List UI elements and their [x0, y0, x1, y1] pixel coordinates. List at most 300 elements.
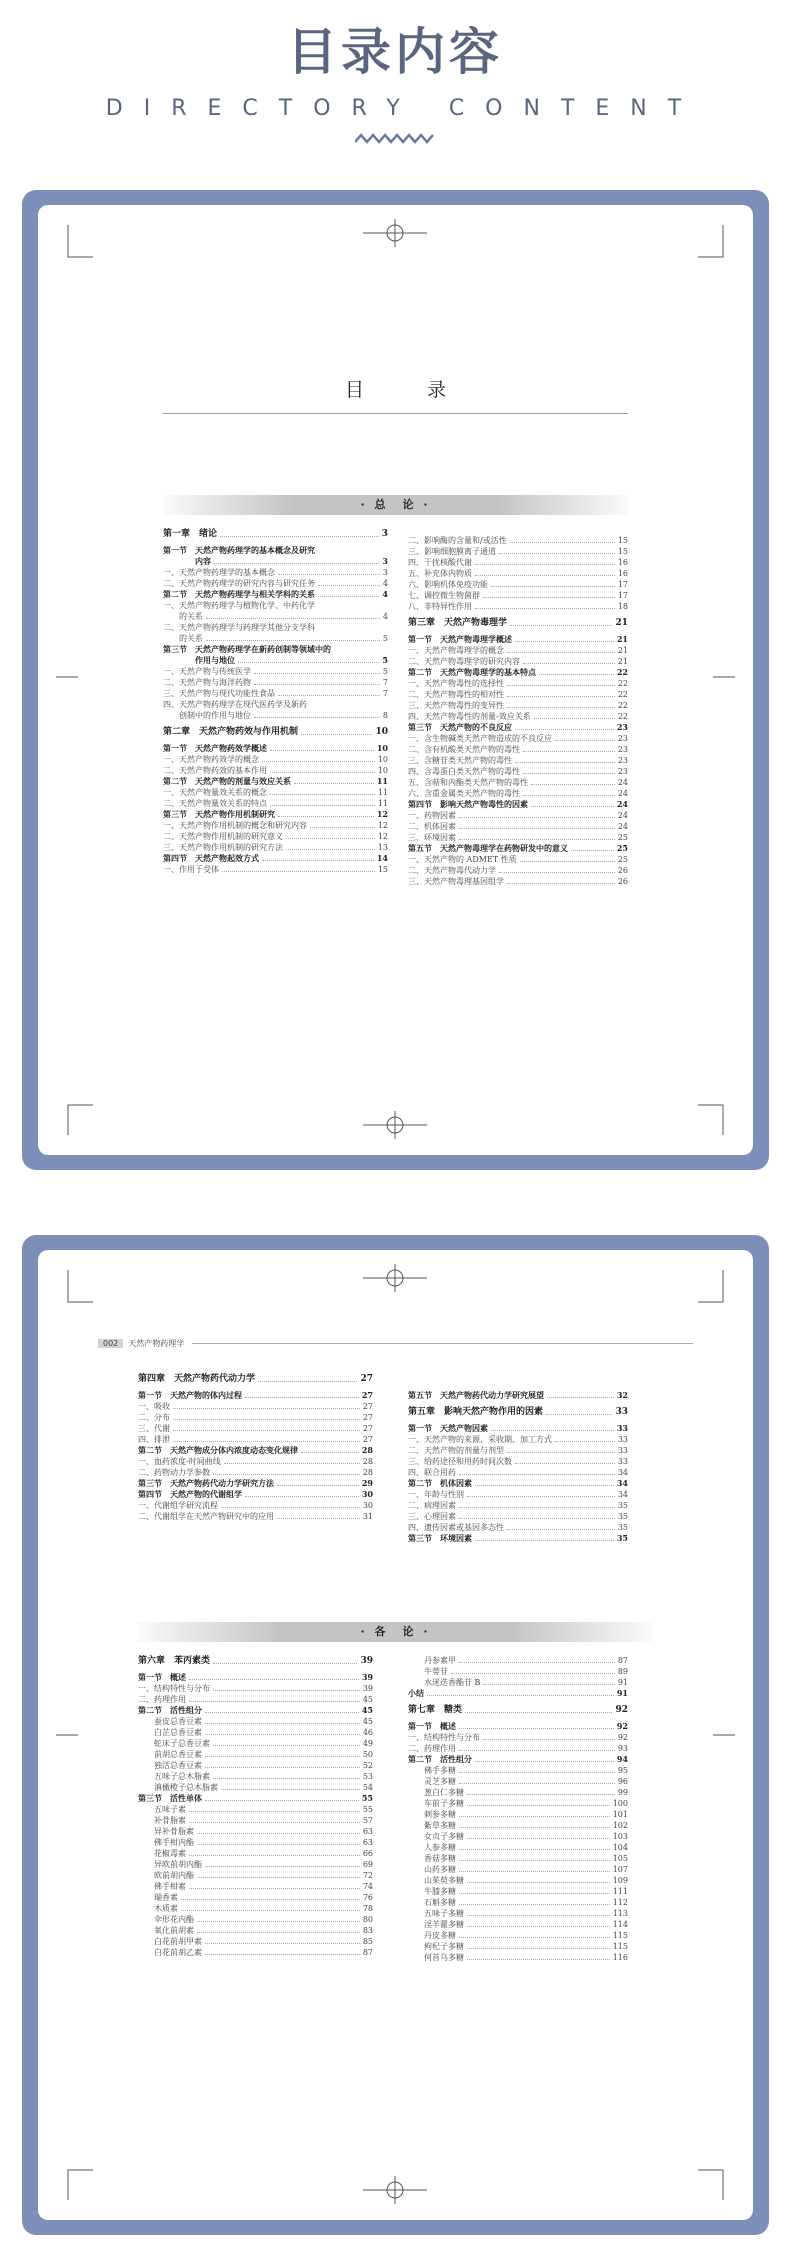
toc-item — [138, 1467, 373, 1478]
toc-item — [408, 1467, 628, 1478]
toc-item — [408, 711, 628, 722]
toc-page-number: 23 — [616, 722, 628, 732]
toc-page-number: 10 — [376, 743, 388, 753]
leader-dots — [220, 536, 379, 537]
leader-dots — [318, 585, 380, 586]
leader-dots — [483, 1739, 615, 1740]
leader-dots — [467, 1838, 610, 1839]
toc-section — [138, 1793, 373, 1804]
leader-dots — [213, 1690, 360, 1691]
toc-item — [163, 622, 388, 633]
toc-item — [408, 546, 628, 557]
toc-item — [138, 1782, 373, 1793]
leader-dots — [205, 1723, 360, 1724]
leader-dots — [222, 871, 375, 872]
toc-entry-title: 一、天然产物量效关系的概念 — [163, 788, 267, 797]
toc-entry-title: 第三节 天然产物药代动力学研究方法 — [138, 1478, 274, 1488]
toc-page-number: 52 — [362, 1761, 373, 1770]
toc-entry-title: 第一节 天然产物因素 — [408, 1423, 488, 1433]
leader-dots — [523, 751, 615, 752]
toc-entry-title: 第二节 活性组分 — [408, 1754, 472, 1764]
toc-section — [163, 853, 388, 864]
toc-page-number: 30 — [361, 1489, 373, 1499]
toc-heading: 目 录 — [344, 379, 468, 401]
toc-page-number: 39 — [361, 1672, 373, 1682]
toc-item — [408, 568, 628, 579]
toc-entry-title: 第七章 糖类 — [408, 1705, 463, 1715]
toc-page-number: 92 — [617, 1733, 628, 1742]
leader-dots — [270, 750, 374, 751]
toc-item — [138, 1881, 373, 1892]
toc-column-top-right — [408, 1390, 628, 1544]
toc-entry-title: 第一节 天然产物的体内过程 — [138, 1390, 242, 1400]
toc-item — [408, 854, 628, 865]
leader-dots — [555, 1441, 615, 1442]
toc-item — [408, 1666, 628, 1677]
toc-entry-title: 第四章 天然产物药代动力学 — [138, 1374, 256, 1384]
leader-dots — [531, 806, 614, 807]
toc-item — [138, 1771, 373, 1782]
toc-entry-title: 二、天然产物的剂量与剂型 — [408, 1446, 504, 1455]
toc-page-number: 112 — [612, 1898, 628, 1907]
toc-page-number: 5 — [382, 655, 388, 665]
toc-page-number: 12 — [377, 821, 388, 830]
toc-page-number: 4 — [382, 612, 388, 621]
toc-entry-title: 山药多糖 — [408, 1865, 456, 1874]
toc-page-number: 15 — [617, 536, 628, 545]
toc-entry-title: 灵芝多糖 — [408, 1777, 456, 1786]
toc-entry-title: 异欧前胡内酯 — [138, 1860, 202, 1869]
leader-dots — [254, 717, 380, 718]
leader-dots — [459, 1662, 615, 1663]
toc-item — [138, 1749, 373, 1760]
toc-page-number: 10 — [377, 766, 388, 775]
leader-dots — [520, 861, 615, 862]
toc-page-number: 28 — [361, 1445, 373, 1455]
leader-dots — [205, 1800, 359, 1801]
toc-section — [408, 1478, 628, 1489]
toc-item — [163, 600, 388, 611]
leader-dots — [459, 1772, 615, 1773]
toc-entry-title: 三、心理因素 — [408, 1512, 456, 1521]
toc-entry-title: 车前子多糖 — [408, 1799, 464, 1808]
leader-dots — [475, 575, 615, 576]
toc-page-number: 87 — [617, 1656, 628, 1665]
toc-entry-title: 作用与地位 — [163, 655, 235, 665]
toc-entry-title: 四、天然产物毒性的剂量-效应关系 — [408, 712, 531, 721]
toc-item — [408, 645, 628, 656]
toc-entry-title: 二、药物动力学参数 — [138, 1468, 210, 1477]
toc-item — [163, 567, 388, 578]
header-title: 目录内容 — [287, 23, 503, 81]
leader-dots — [475, 608, 615, 609]
toc-item — [408, 1809, 628, 1820]
toc-entry-title: 一、天然产物的 ADMET 性质 — [408, 855, 517, 864]
leader-dots — [483, 597, 615, 598]
toc-page-number: 11 — [377, 788, 388, 797]
toc-page-number: 105 — [612, 1854, 628, 1863]
leader-dots — [534, 718, 615, 719]
toc-page-number: 45 — [362, 1695, 373, 1704]
toc-entry-title: 一、含生物碱类天然产物造成的不良反应 — [408, 734, 552, 743]
toc-page-number: 27 — [360, 1374, 373, 1384]
leader-dots — [221, 1789, 360, 1790]
page-frame-1 — [22, 190, 769, 1170]
toc-entry-title: 第一节 概述 — [408, 1721, 456, 1731]
toc-entry-title: 二、天然产物量效关系的特点 — [163, 799, 267, 808]
toc-page-number: 10 — [375, 727, 388, 737]
toc-item — [408, 656, 628, 667]
toc-chapter — [408, 1401, 628, 1423]
toc-entry-title: 山茱萸多糖 — [408, 1876, 464, 1885]
leader-dots — [459, 839, 615, 840]
toc-page-number: 63 — [362, 1838, 373, 1847]
toc-item — [138, 1826, 373, 1837]
toc-entry-title: 一、结构特性与分布 — [138, 1684, 210, 1693]
toc-page-number: 66 — [362, 1849, 373, 1858]
toc-entry-title: 八、非特异性作用 — [408, 602, 472, 611]
toc-section — [138, 1705, 373, 1716]
toc-item — [163, 787, 388, 798]
toc-page-number: 100 — [612, 1799, 628, 1808]
toc-item — [408, 1743, 628, 1754]
toc-page-number: 46 — [362, 1728, 373, 1737]
toc-entry-title: 刺参多糖 — [408, 1810, 456, 1819]
toc-entry-title: 瑞香素 — [138, 1893, 178, 1902]
toc-entry-title: 一、药物因素 — [408, 811, 456, 820]
toc-entry-title: 二、影响酶的含量和/或活性 — [408, 536, 507, 545]
toc-item — [163, 842, 388, 853]
toc-page-number: 3 — [382, 556, 388, 566]
toc-entry-title: 第一节 天然产物药效学概述 — [163, 743, 267, 753]
toc-page-number: 115 — [612, 1942, 628, 1951]
toc-entry-title: 第三节 活性单体 — [138, 1793, 202, 1803]
toc-page-number: 57 — [362, 1816, 373, 1825]
toc-entry-title: 六、影响机体免疫功能 — [408, 580, 488, 589]
leader-dots — [197, 1932, 360, 1933]
toc-item — [138, 1870, 373, 1881]
leader-dots — [189, 1679, 359, 1680]
toc-entry-title: 二、代谢组学在天然产物研究中的应用 — [138, 1512, 274, 1521]
toc-item — [138, 1694, 373, 1705]
leader-dots — [277, 1518, 360, 1519]
toc-page-number: 104 — [612, 1843, 628, 1852]
toc-item — [163, 699, 388, 710]
toc-item — [163, 864, 388, 875]
leader-dots — [214, 563, 379, 564]
toc-page-number: 49 — [362, 1739, 373, 1748]
toc-section — [408, 1390, 628, 1401]
toc-item — [138, 1925, 373, 1936]
toc-page-number: 3 — [382, 568, 388, 577]
leader-dots — [467, 1805, 610, 1806]
toc-page-number: 4 — [382, 589, 388, 599]
toc-item — [408, 1864, 628, 1875]
section-band: · 各 论 · — [138, 1622, 653, 1642]
toc-item — [408, 755, 628, 766]
toc-entry-title: 一、作用于受体 — [163, 865, 219, 874]
toc-entry-title: 补骨脂素 — [138, 1816, 186, 1825]
toc-entry-title: 三、影响细胞膜离子通道 — [408, 547, 496, 556]
toc-page-number: 92 — [615, 1705, 628, 1715]
toc-entry-title: 佛手柑素 — [138, 1882, 186, 1891]
leader-dots — [510, 542, 615, 543]
toc-section — [138, 1672, 373, 1683]
toc-page-number: 8 — [382, 711, 388, 720]
leader-dots — [467, 1948, 610, 1949]
toc-entry-title: 第一节 天然产物毒理学概述 — [408, 634, 512, 644]
toc-item — [163, 831, 388, 842]
leader-dots — [270, 772, 375, 773]
leader-dots — [459, 1860, 610, 1861]
toc-page-number: 26 — [617, 877, 628, 886]
toc-item — [408, 1732, 628, 1743]
toc-item — [138, 1848, 373, 1859]
toc-page-number: 116 — [612, 1953, 628, 1962]
toc-page-number: 27 — [361, 1390, 373, 1400]
toc-section — [163, 809, 388, 820]
leader-dots — [286, 849, 375, 850]
toc-page-number: 55 — [361, 1793, 373, 1803]
toc-item — [408, 832, 628, 843]
leader-dots — [491, 1430, 614, 1431]
toc-entry-title: 三、代谢 — [138, 1424, 170, 1433]
toc-entry-title: 白花前胡甲素 — [138, 1937, 202, 1946]
toc-page-number: 26 — [617, 866, 628, 875]
toc-section — [138, 1478, 373, 1489]
toc-entry-title: 石斛多糖 — [408, 1898, 456, 1907]
toc-page-number: 35 — [617, 1523, 628, 1532]
toc-page-number: 50 — [362, 1750, 373, 1759]
toc-entry-title: 小结 — [408, 1688, 424, 1698]
toc-entry-title: 佛手柑内酯 — [138, 1838, 194, 1847]
leader-dots — [301, 734, 372, 735]
toc-page-number: 24 — [617, 822, 628, 831]
toc-item — [163, 798, 388, 809]
toc-item — [138, 1892, 373, 1903]
toc-section — [408, 843, 628, 854]
toc-entry-title: 二、药理作用 — [138, 1695, 186, 1704]
toc-entry-title: 蚕皮总香豆素 — [138, 1717, 202, 1726]
toc-page-number: 21 — [615, 618, 628, 628]
toc-entry-title: 第二章 天然产物药效与作用机制 — [163, 727, 299, 737]
leader-dots — [181, 1910, 360, 1911]
leader-dots — [491, 586, 615, 587]
leader-dots — [205, 1734, 360, 1735]
leader-dots — [459, 1893, 610, 1894]
toc-item — [138, 1815, 373, 1826]
page-number: 002 — [98, 1339, 123, 1348]
leader-dots — [254, 684, 380, 685]
toc-page-number: 102 — [612, 1821, 628, 1830]
toc-item — [408, 1677, 628, 1688]
toc-page-number: 54 — [362, 1783, 373, 1792]
toc-item — [408, 1941, 628, 1952]
leader-dots — [467, 1915, 610, 1916]
toc-page-number: 16 — [617, 558, 628, 567]
toc-entry-title: 四、天然产物药理学在现代医药学及新药 — [163, 700, 307, 709]
leader-dots — [205, 1756, 360, 1757]
toc-entry-title: 第四节 天然产物起效方式 — [163, 853, 259, 863]
leader-dots — [270, 794, 375, 795]
leader-dots — [465, 1712, 612, 1713]
toc-item — [408, 1776, 628, 1787]
toc-entry-title: 葱白仁多糖 — [408, 1788, 464, 1797]
leader-dots — [547, 1397, 614, 1398]
toc-page-number: 22 — [617, 690, 628, 699]
toc-item — [408, 1820, 628, 1831]
toc-section — [163, 743, 388, 754]
toc-page-number: 85 — [362, 1937, 373, 1946]
toc-item — [138, 1727, 373, 1738]
leader-dots — [475, 1540, 614, 1541]
leader-dots — [254, 673, 380, 674]
toc-entry-title: 紫草多糖 — [408, 1821, 456, 1830]
leader-dots — [238, 662, 379, 663]
leader-dots — [459, 1849, 610, 1850]
toc-item — [138, 1936, 373, 1947]
toc-entry-title: 独活总香豆素 — [138, 1761, 202, 1770]
leader-dots — [270, 805, 375, 806]
toc-entry-title: 三、天然产物毒性的变异性 — [408, 701, 504, 710]
toc-page-number: 101 — [612, 1810, 628, 1819]
toc-page-number: 80 — [362, 1915, 373, 1924]
toc-section — [163, 556, 388, 567]
toc-entry-title: 一、天然产物药理学与植物化学、中药化学 — [163, 601, 315, 610]
leader-dots — [546, 1414, 612, 1415]
leader-dots — [459, 1904, 610, 1905]
toc-entry-title: 滇橄榄子总木脂素 — [138, 1783, 218, 1792]
toc-item — [163, 710, 388, 721]
toc-item — [163, 820, 388, 831]
toc-item — [138, 1903, 373, 1914]
toc-page-number: 39 — [360, 1656, 373, 1666]
leader-dots — [245, 1397, 359, 1398]
leader-dots — [507, 1529, 615, 1530]
toc-entry-title: 三、给药途径和用药时间次数 — [408, 1457, 512, 1466]
leader-dots — [286, 838, 375, 839]
toc-entry-title: 二、含有机酸类天然产物的毒性 — [408, 745, 520, 754]
toc-entry-title: 第一节 概述 — [138, 1672, 186, 1682]
toc-item — [408, 1434, 628, 1445]
toc-page-number: 22 — [617, 701, 628, 710]
toc-page-number: 7 — [382, 689, 388, 698]
toc-page-number: 22 — [617, 712, 628, 721]
toc-page-number: 45 — [362, 1717, 373, 1726]
toc-entry-title: 第五节 天然产物药代动力学研究展望 — [408, 1390, 544, 1400]
toc-entry-title: 一、天然产物的来源、采收期、加工方式 — [408, 1435, 552, 1444]
toc-item — [408, 876, 628, 887]
toc-page-number: 33 — [617, 1457, 628, 1466]
leader-dots — [459, 1507, 615, 1508]
toc-page-number: 24 — [617, 789, 628, 798]
toc-item — [408, 1842, 628, 1853]
toc-section — [138, 1390, 373, 1401]
header-subtitle: DIRECTORY CONTENT — [105, 96, 703, 121]
toc-page-number: 5 — [382, 667, 388, 676]
toc-chapter — [138, 1368, 373, 1390]
toc-page-number: 27 — [362, 1402, 373, 1411]
toc-section — [408, 1688, 628, 1699]
toc-entry-title: 花椒毒素 — [138, 1849, 186, 1858]
leader-dots — [523, 795, 615, 796]
leader-dots — [189, 1888, 360, 1889]
toc-entry-title: 第五节 天然产物毒理学在药物研发中的意义 — [408, 843, 568, 853]
toc-entry-title: 六、含重金属类天然产物的毒性 — [408, 789, 520, 798]
toc-page-number: 69 — [362, 1860, 373, 1869]
toc-entry-title: 伞形花内酯 — [138, 1915, 194, 1924]
toc-entry-title: 牛膝多糖 — [408, 1887, 456, 1896]
leader-dots — [459, 1518, 615, 1519]
leader-dots — [277, 1485, 359, 1486]
toc-page-number: 34 — [617, 1468, 628, 1477]
toc-item — [408, 1765, 628, 1776]
toc-entry-title: 第二节 天然产物毒理学的基本特点 — [408, 667, 536, 677]
toc-item — [408, 590, 628, 601]
toc-item — [138, 1914, 373, 1925]
toc-page-number: 11 — [376, 776, 388, 786]
toc-item — [408, 1798, 628, 1809]
leader-dots — [205, 1712, 359, 1713]
toc-page-1 — [38, 205, 753, 1155]
leader-dots — [224, 1463, 360, 1464]
toc-entry-title: 第一节 天然产物药理学的基本概念及研究 — [163, 545, 315, 555]
toc-entry-title: 第二节 活性组分 — [138, 1705, 202, 1715]
toc-item — [138, 1434, 373, 1445]
toc-item — [138, 1738, 373, 1749]
leader-dots — [301, 1452, 359, 1453]
toc-item — [408, 1456, 628, 1467]
toc-section — [408, 1754, 628, 1765]
toc-page-number: 45 — [361, 1705, 373, 1715]
leader-dots — [245, 1496, 359, 1497]
toc-item — [138, 1683, 373, 1694]
toc-entry-title: 丹参素甲 — [408, 1656, 456, 1665]
toc-page-number: 32 — [616, 1390, 628, 1400]
toc-entry-title: 三、天然产物与现代功能性食品 — [163, 689, 275, 698]
toc-entry-title: 第二节 天然产物药理学与相关学科的关系 — [163, 589, 315, 599]
toc-entry-title: 第五章 影响天然产物作用的因素 — [408, 1407, 544, 1417]
toc-section — [408, 799, 628, 810]
toc-section — [138, 1489, 373, 1500]
toc-page-number: 7 — [382, 678, 388, 687]
toc-page-number: 25 — [616, 843, 628, 853]
toc-page-number: 24 — [617, 811, 628, 820]
toc-chapter — [163, 721, 388, 743]
toc-page-number: 13 — [377, 843, 388, 852]
leader-dots — [467, 1959, 610, 1960]
leader-dots — [197, 1877, 360, 1878]
toc-page-number: 10 — [377, 755, 388, 764]
toc-section — [163, 655, 388, 666]
toc-page-number: 91 — [616, 1688, 628, 1698]
toc-item — [408, 1787, 628, 1798]
toc-entry-title: 五味子素 — [138, 1805, 186, 1814]
toc-entry-title: 一、天然产物药理学的基本概念 — [163, 568, 275, 577]
toc-item — [408, 777, 628, 788]
toc-item — [408, 1886, 628, 1897]
toc-page-number: 15 — [377, 865, 388, 874]
toc-item — [408, 535, 628, 546]
leader-dots — [515, 641, 614, 642]
toc-page-number: 24 — [617, 778, 628, 787]
toc-item — [408, 1511, 628, 1522]
toc-entry-title: 一、年龄与性别 — [408, 1490, 464, 1499]
toc-entry-title: 第四节 影响天然产物毒性的因素 — [408, 799, 528, 809]
leader-dots — [531, 784, 615, 785]
toc-page-number: 96 — [617, 1777, 628, 1786]
leader-dots — [189, 1822, 360, 1823]
